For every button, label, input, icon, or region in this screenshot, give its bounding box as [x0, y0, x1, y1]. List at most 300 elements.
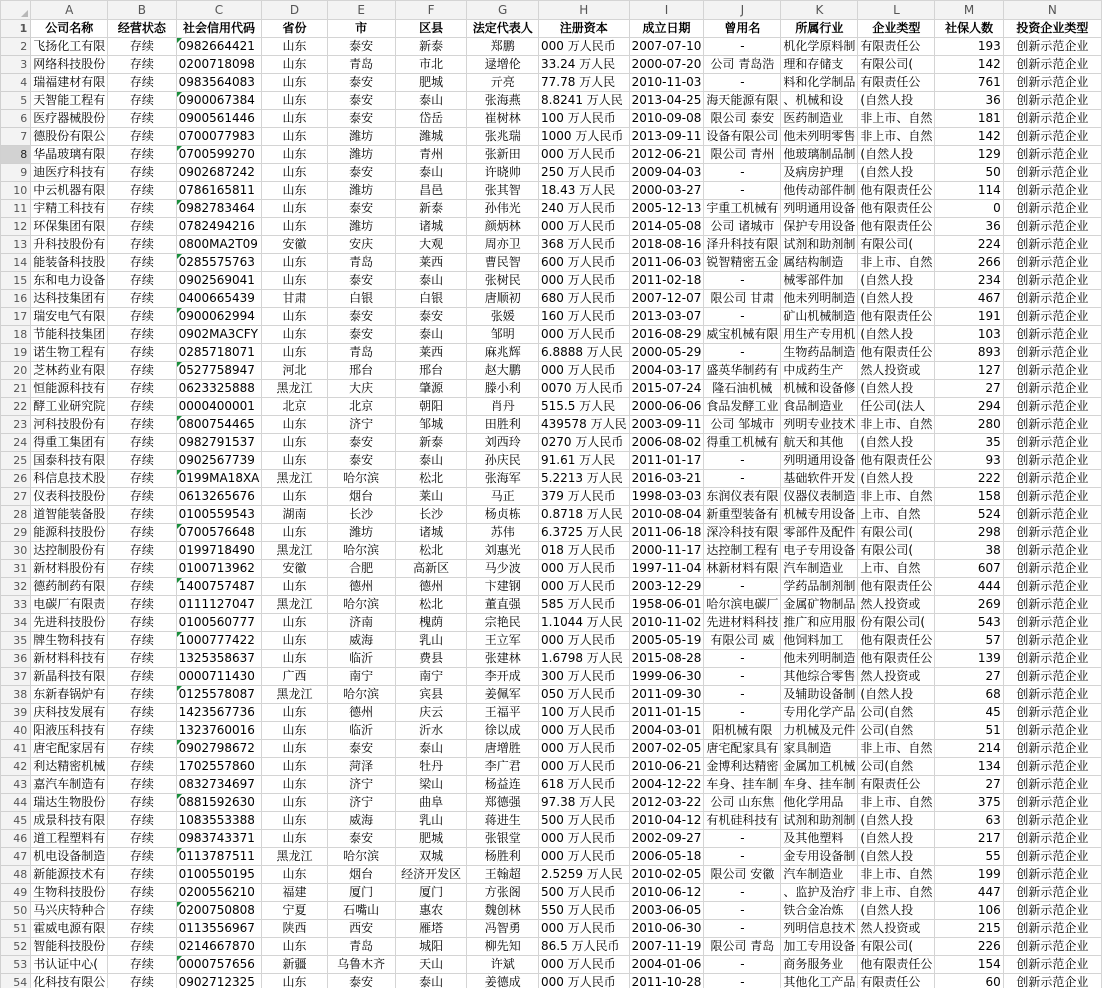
cell-c[interactable]: 0113556967 — [176, 920, 262, 938]
cell-l[interactable]: (自然人投 — [858, 848, 935, 866]
cell-d[interactable]: 山东 — [262, 794, 327, 812]
cell-f[interactable]: 市北 — [395, 56, 467, 74]
cell-l[interactable]: (自然人投 — [858, 434, 935, 452]
cell-d[interactable]: 宁夏 — [262, 902, 327, 920]
cell-l[interactable]: 非上市、自然 — [858, 128, 935, 146]
header-cell[interactable]: 企业类型 — [858, 20, 935, 38]
row-header[interactable]: 47 — [1, 848, 31, 866]
cell-a[interactable]: 瑞达生物股份 — [31, 794, 108, 812]
cell-f[interactable]: 曲阜 — [395, 794, 467, 812]
cell-g[interactable]: 张银堂 — [467, 830, 539, 848]
cell-n[interactable]: 创新示范企业 — [1003, 884, 1101, 902]
cell-l[interactable]: 份有限公司( — [858, 614, 935, 632]
cell-n[interactable]: 创新示范企业 — [1003, 902, 1101, 920]
row-header[interactable]: 36 — [1, 650, 31, 668]
cell-j[interactable]: - — [704, 578, 781, 596]
cell-i[interactable]: 2013-04-25 — [629, 92, 704, 110]
cell-d[interactable]: 新疆 — [262, 956, 327, 974]
cell-j[interactable]: 得重工机械有 — [704, 434, 781, 452]
row-header[interactable]: 49 — [1, 884, 31, 902]
cell-a[interactable]: 仪表科技股份 — [31, 488, 108, 506]
cell-e[interactable]: 菏泽 — [327, 758, 395, 776]
cell-b[interactable]: 存续 — [108, 128, 176, 146]
cell-e[interactable]: 哈尔滨 — [327, 470, 395, 488]
cell-h[interactable]: 160 万人民币 — [539, 308, 630, 326]
row-header[interactable]: 52 — [1, 938, 31, 956]
cell-g[interactable]: 杨益连 — [467, 776, 539, 794]
cell-j[interactable]: 东润仪表有限 — [704, 488, 781, 506]
cell-g[interactable]: 张海燕 — [467, 92, 539, 110]
row-header[interactable]: 6 — [1, 110, 31, 128]
cell-b[interactable]: 存续 — [108, 272, 176, 290]
cell-h[interactable]: 000 万人民币 — [539, 758, 630, 776]
cell-i[interactable]: 2007-11-19 — [629, 938, 704, 956]
cell-g[interactable]: 亓亮 — [467, 74, 539, 92]
cell-k[interactable]: 、监护及治疗 — [781, 884, 858, 902]
cell-m[interactable]: 63 — [935, 812, 1003, 830]
cell-d[interactable]: 山东 — [262, 56, 327, 74]
cell-d[interactable]: 山东 — [262, 308, 327, 326]
cell-i[interactable]: 2004-03-01 — [629, 722, 704, 740]
column-header-m[interactable]: M — [935, 1, 1003, 20]
cell-h[interactable]: 585 万人民币 — [539, 596, 630, 614]
cell-l[interactable]: (自然人投 — [858, 380, 935, 398]
cell-a[interactable]: 达控制股份有 — [31, 542, 108, 560]
cell-f[interactable]: 天山 — [395, 956, 467, 974]
cell-m[interactable]: 444 — [935, 578, 1003, 596]
cell-f[interactable]: 乳山 — [395, 632, 467, 650]
cell-c[interactable]: 0983564083 — [176, 74, 262, 92]
cell-m[interactable]: 45 — [935, 704, 1003, 722]
cell-b[interactable]: 存续 — [108, 524, 176, 542]
cell-m[interactable]: 114 — [935, 182, 1003, 200]
cell-k[interactable]: 他化学用品 — [781, 794, 858, 812]
cell-b[interactable]: 存续 — [108, 776, 176, 794]
cell-m[interactable]: 269 — [935, 596, 1003, 614]
cell-j[interactable]: 有限公司 威 — [704, 632, 781, 650]
cell-e[interactable]: 大庆 — [327, 380, 395, 398]
cell-e[interactable]: 潍坊 — [327, 524, 395, 542]
cell-d[interactable]: 河北 — [262, 362, 327, 380]
cell-b[interactable]: 存续 — [108, 848, 176, 866]
cell-l[interactable]: 非上市、自然 — [858, 488, 935, 506]
cell-n[interactable]: 创新示范企业 — [1003, 74, 1101, 92]
cell-l[interactable]: 他有限责任公 — [858, 956, 935, 974]
cell-g[interactable]: 郑德强 — [467, 794, 539, 812]
cell-m[interactable]: 27 — [935, 668, 1003, 686]
cell-i[interactable]: 2011-06-03 — [629, 254, 704, 272]
cell-f[interactable]: 潍城 — [395, 128, 467, 146]
cell-a[interactable]: 医疗器械股份 — [31, 110, 108, 128]
cell-b[interactable]: 存续 — [108, 56, 176, 74]
cell-e[interactable]: 泰安 — [327, 92, 395, 110]
cell-h[interactable]: 680 万人民币 — [539, 290, 630, 308]
cell-n[interactable]: 创新示范企业 — [1003, 848, 1101, 866]
cell-l[interactable]: (自然人投 — [858, 92, 935, 110]
cell-g[interactable]: 马少波 — [467, 560, 539, 578]
cell-e[interactable]: 济宁 — [327, 416, 395, 434]
row-header[interactable]: 48 — [1, 866, 31, 884]
cell-c[interactable]: 0199MA18XA — [176, 470, 262, 488]
cell-g[interactable]: 刘惠光 — [467, 542, 539, 560]
cell-m[interactable]: 893 — [935, 344, 1003, 362]
cell-h[interactable]: 000 万人民币 — [539, 722, 630, 740]
cell-c[interactable]: 0902712325 — [176, 974, 262, 988]
cell-c[interactable]: 1000777422 — [176, 632, 262, 650]
cell-c[interactable]: 0902569041 — [176, 272, 262, 290]
cell-c[interactable]: 0000711430 — [176, 668, 262, 686]
cell-f[interactable]: 新泰 — [395, 200, 467, 218]
cell-a[interactable]: 庆科技发展有 — [31, 704, 108, 722]
cell-c[interactable]: 0623325888 — [176, 380, 262, 398]
cell-c[interactable]: 1423567736 — [176, 704, 262, 722]
cell-k[interactable]: 属结构制造 — [781, 254, 858, 272]
cell-d[interactable]: 山东 — [262, 650, 327, 668]
cell-i[interactable]: 2016-03-21 — [629, 470, 704, 488]
cell-m[interactable]: 158 — [935, 488, 1003, 506]
cell-f[interactable]: 肇源 — [395, 380, 467, 398]
cell-a[interactable]: 恒能源科技有 — [31, 380, 108, 398]
cell-l[interactable]: 公司(自然 — [858, 722, 935, 740]
cell-l[interactable]: (自然人投 — [858, 290, 935, 308]
cell-m[interactable]: 447 — [935, 884, 1003, 902]
cell-g[interactable]: 崔树林 — [467, 110, 539, 128]
cell-i[interactable]: 1958-06-01 — [629, 596, 704, 614]
cell-c[interactable]: 0982791537 — [176, 434, 262, 452]
cell-c[interactable]: 0200750808 — [176, 902, 262, 920]
cell-e[interactable]: 泰安 — [327, 200, 395, 218]
cell-b[interactable]: 存续 — [108, 812, 176, 830]
cell-h[interactable]: 0.8718 万人民 — [539, 506, 630, 524]
cell-e[interactable]: 青岛 — [327, 56, 395, 74]
row-header[interactable]: 39 — [1, 704, 31, 722]
cell-g[interactable]: 姜佩军 — [467, 686, 539, 704]
cell-e[interactable]: 泰安 — [327, 830, 395, 848]
cell-i[interactable]: 2000-07-20 — [629, 56, 704, 74]
cell-l[interactable]: 然人投资或 — [858, 362, 935, 380]
cell-d[interactable]: 山东 — [262, 704, 327, 722]
cell-h[interactable]: 000 万人民币 — [539, 956, 630, 974]
cell-j[interactable]: 设备有限公司 — [704, 128, 781, 146]
cell-b[interactable]: 存续 — [108, 434, 176, 452]
cell-a[interactable]: 酵工业研究院 — [31, 398, 108, 416]
cell-m[interactable]: 467 — [935, 290, 1003, 308]
cell-n[interactable]: 创新示范企业 — [1003, 380, 1101, 398]
cell-n[interactable]: 创新示范企业 — [1003, 722, 1101, 740]
cell-b[interactable]: 存续 — [108, 506, 176, 524]
cell-k[interactable]: 车身、挂车制 — [781, 776, 858, 794]
cell-c[interactable]: 1400757487 — [176, 578, 262, 596]
column-header-e[interactable]: E — [327, 1, 395, 20]
cell-n[interactable]: 创新示范企业 — [1003, 164, 1101, 182]
cell-e[interactable]: 泰安 — [327, 452, 395, 470]
cell-d[interactable]: 山东 — [262, 758, 327, 776]
cell-k[interactable]: 列明专业技术 — [781, 416, 858, 434]
cell-n[interactable]: 创新示范企业 — [1003, 398, 1101, 416]
cell-d[interactable]: 山东 — [262, 776, 327, 794]
cell-m[interactable]: 93 — [935, 452, 1003, 470]
cell-m[interactable]: 35 — [935, 434, 1003, 452]
cell-n[interactable]: 创新示范企业 — [1003, 812, 1101, 830]
cell-c[interactable]: 0700077983 — [176, 128, 262, 146]
cell-d[interactable]: 安徽 — [262, 236, 327, 254]
cell-e[interactable]: 泰安 — [327, 74, 395, 92]
row-header[interactable]: 12 — [1, 218, 31, 236]
cell-f[interactable]: 泰山 — [395, 452, 467, 470]
cell-h[interactable]: 500 万人民币 — [539, 884, 630, 902]
cell-g[interactable]: 王立军 — [467, 632, 539, 650]
cell-b[interactable]: 存续 — [108, 938, 176, 956]
cell-n[interactable]: 创新示范企业 — [1003, 578, 1101, 596]
cell-k[interactable]: 铁合金冶炼 — [781, 902, 858, 920]
cell-k[interactable]: 推广和应用服 — [781, 614, 858, 632]
cell-n[interactable]: 创新示范企业 — [1003, 236, 1101, 254]
cell-d[interactable]: 山东 — [262, 254, 327, 272]
cell-m[interactable]: 60 — [935, 974, 1003, 988]
cell-l[interactable]: 有限公司( — [858, 524, 935, 542]
cell-l[interactable]: (自然人投 — [858, 164, 935, 182]
cell-b[interactable]: 存续 — [108, 290, 176, 308]
row-header[interactable]: 10 — [1, 182, 31, 200]
cell-f[interactable]: 庆云 — [395, 704, 467, 722]
cell-e[interactable]: 临沂 — [327, 722, 395, 740]
cell-j[interactable]: - — [704, 848, 781, 866]
row-header[interactable]: 26 — [1, 470, 31, 488]
cell-f[interactable]: 肥城 — [395, 74, 467, 92]
cell-i[interactable]: 2000-03-27 — [629, 182, 704, 200]
cell-j[interactable]: 泽升科技有限 — [704, 236, 781, 254]
cell-k[interactable]: 中成药生产 — [781, 362, 858, 380]
cell-m[interactable]: 36 — [935, 218, 1003, 236]
cell-m[interactable]: 191 — [935, 308, 1003, 326]
cell-j[interactable]: - — [704, 452, 781, 470]
cell-i[interactable]: 2006-05-18 — [629, 848, 704, 866]
row-header[interactable]: 13 — [1, 236, 31, 254]
cell-c[interactable]: 0902687242 — [176, 164, 262, 182]
cell-i[interactable]: 2010-06-30 — [629, 920, 704, 938]
cell-i[interactable]: 2016-08-29 — [629, 326, 704, 344]
cell-k[interactable]: 用生产专用机 — [781, 326, 858, 344]
header-cell[interactable]: 注册资本 — [539, 20, 630, 38]
cell-a[interactable]: 机电设备制造 — [31, 848, 108, 866]
cell-e[interactable]: 哈尔滨 — [327, 848, 395, 866]
cell-b[interactable]: 存续 — [108, 650, 176, 668]
cell-j[interactable]: - — [704, 272, 781, 290]
cell-j[interactable]: - — [704, 884, 781, 902]
cell-d[interactable]: 山东 — [262, 866, 327, 884]
row-header[interactable]: 25 — [1, 452, 31, 470]
cell-h[interactable]: 000 万人民币 — [539, 848, 630, 866]
cell-g[interactable]: 杨贞栋 — [467, 506, 539, 524]
cell-n[interactable]: 创新示范企业 — [1003, 974, 1101, 988]
cell-k[interactable]: 机械专用设备 — [781, 506, 858, 524]
cell-i[interactable]: 2010-06-21 — [629, 758, 704, 776]
cell-i[interactable]: 2009-04-03 — [629, 164, 704, 182]
column-header-k[interactable]: K — [781, 1, 858, 20]
cell-k[interactable]: 金属矿物制品 — [781, 596, 858, 614]
cell-k[interactable]: 学药品制剂制 — [781, 578, 858, 596]
cell-d[interactable]: 山东 — [262, 830, 327, 848]
cell-d[interactable]: 黑龙江 — [262, 380, 327, 398]
cell-d[interactable]: 山东 — [262, 326, 327, 344]
cell-n[interactable]: 创新示范企业 — [1003, 416, 1101, 434]
cell-f[interactable]: 朝阳 — [395, 398, 467, 416]
cell-n[interactable]: 创新示范企业 — [1003, 92, 1101, 110]
cell-k[interactable]: 仪器仪表制造 — [781, 488, 858, 506]
cell-f[interactable]: 岱岳 — [395, 110, 467, 128]
cell-b[interactable]: 存续 — [108, 74, 176, 92]
cell-g[interactable]: 王翰超 — [467, 866, 539, 884]
cell-b[interactable]: 存续 — [108, 488, 176, 506]
cell-i[interactable]: 2010-11-02 — [629, 614, 704, 632]
cell-h[interactable]: 018 万人民币 — [539, 542, 630, 560]
cell-m[interactable]: 129 — [935, 146, 1003, 164]
cell-j[interactable]: 海天能源有限 — [704, 92, 781, 110]
cell-l[interactable]: 他有限责任公 — [858, 650, 935, 668]
cell-e[interactable]: 青岛 — [327, 344, 395, 362]
cell-n[interactable]: 创新示范企业 — [1003, 938, 1101, 956]
cell-b[interactable]: 存续 — [108, 722, 176, 740]
cell-e[interactable]: 潍坊 — [327, 146, 395, 164]
cell-m[interactable]: 103 — [935, 326, 1003, 344]
cell-h[interactable]: 500 万人民币 — [539, 812, 630, 830]
cell-m[interactable]: 761 — [935, 74, 1003, 92]
cell-f[interactable]: 莱山 — [395, 488, 467, 506]
cell-m[interactable]: 36 — [935, 92, 1003, 110]
row-header[interactable]: 32 — [1, 578, 31, 596]
cell-f[interactable]: 大观 — [395, 236, 467, 254]
cell-h[interactable]: 77.78 万人民 — [539, 74, 630, 92]
cell-n[interactable]: 创新示范企业 — [1003, 470, 1101, 488]
cell-d[interactable]: 山东 — [262, 524, 327, 542]
cell-h[interactable]: 1.6798 万人民 — [539, 650, 630, 668]
cell-h[interactable]: 368 万人民币 — [539, 236, 630, 254]
cell-e[interactable]: 白银 — [327, 290, 395, 308]
cell-i[interactable]: 2003-09-11 — [629, 416, 704, 434]
cell-m[interactable]: 214 — [935, 740, 1003, 758]
row-header[interactable]: 15 — [1, 272, 31, 290]
cell-i[interactable]: 2015-08-28 — [629, 650, 704, 668]
header-cell[interactable]: 所属行业 — [781, 20, 858, 38]
cell-b[interactable]: 存续 — [108, 794, 176, 812]
cell-a[interactable]: 得重工集团有 — [31, 434, 108, 452]
column-header-g[interactable]: G — [467, 1, 539, 20]
cell-a[interactable]: 华晶玻璃有限 — [31, 146, 108, 164]
cell-a[interactable]: 天智能工程有 — [31, 92, 108, 110]
cell-l[interactable]: 非上市、自然 — [858, 794, 935, 812]
cell-d[interactable]: 山东 — [262, 722, 327, 740]
cell-g[interactable]: 滕小利 — [467, 380, 539, 398]
cell-a[interactable]: 新晶科技有限 — [31, 668, 108, 686]
cell-e[interactable]: 哈尔滨 — [327, 596, 395, 614]
cell-c[interactable]: 0613265676 — [176, 488, 262, 506]
cell-h[interactable]: 240 万人民币 — [539, 200, 630, 218]
cell-h[interactable]: 000 万人民币 — [539, 146, 630, 164]
cell-l[interactable]: (自然人投 — [858, 470, 935, 488]
cell-f[interactable]: 昌邑 — [395, 182, 467, 200]
cell-a[interactable]: 霍威电源有限 — [31, 920, 108, 938]
cell-n[interactable]: 创新示范企业 — [1003, 758, 1101, 776]
cell-m[interactable]: 68 — [935, 686, 1003, 704]
cell-f[interactable]: 泰山 — [395, 326, 467, 344]
cell-n[interactable]: 创新示范企业 — [1003, 254, 1101, 272]
cell-j[interactable]: - — [704, 470, 781, 488]
cell-k[interactable]: 商务服务业 — [781, 956, 858, 974]
header-cell[interactable]: 法定代表人 — [467, 20, 539, 38]
cell-b[interactable]: 存续 — [108, 470, 176, 488]
cell-k[interactable]: 家具制造 — [781, 740, 858, 758]
cell-g[interactable]: 曹民智 — [467, 254, 539, 272]
cell-f[interactable]: 牡丹 — [395, 758, 467, 776]
cell-n[interactable]: 创新示范企业 — [1003, 326, 1101, 344]
cell-c[interactable]: 0700576648 — [176, 524, 262, 542]
cell-a[interactable]: 道智能装备股 — [31, 506, 108, 524]
cell-i[interactable]: 2000-05-29 — [629, 344, 704, 362]
cell-i[interactable]: 1998-03-03 — [629, 488, 704, 506]
cell-d[interactable]: 湖南 — [262, 506, 327, 524]
row-header[interactable]: 5 — [1, 92, 31, 110]
cell-k[interactable]: 医药制造业 — [781, 110, 858, 128]
row-header[interactable]: 41 — [1, 740, 31, 758]
cell-g[interactable]: 冯智勇 — [467, 920, 539, 938]
cell-k[interactable]: 他传动部件制 — [781, 182, 858, 200]
cell-l[interactable]: (自然人投 — [858, 902, 935, 920]
cell-d[interactable]: 山东 — [262, 614, 327, 632]
cell-i[interactable]: 2000-11-17 — [629, 542, 704, 560]
cell-k[interactable]: 及其他塑料 — [781, 830, 858, 848]
cell-j[interactable]: 深冷科技有限 — [704, 524, 781, 542]
cell-c[interactable]: 0100550195 — [176, 866, 262, 884]
cell-e[interactable]: 南宁 — [327, 668, 395, 686]
cell-i[interactable]: 2015-07-24 — [629, 380, 704, 398]
cell-j[interactable]: 车身、挂车制 — [704, 776, 781, 794]
cell-l[interactable]: 他有限责任公 — [858, 218, 935, 236]
row-header[interactable]: 21 — [1, 380, 31, 398]
cell-c[interactable]: 0400665439 — [176, 290, 262, 308]
cell-e[interactable]: 泰安 — [327, 272, 395, 290]
cell-f[interactable]: 泰山 — [395, 974, 467, 988]
cell-h[interactable]: 2.5259 万人民 — [539, 866, 630, 884]
cell-a[interactable]: 东新春锅炉有 — [31, 686, 108, 704]
cell-j[interactable]: - — [704, 38, 781, 56]
cell-b[interactable]: 存续 — [108, 236, 176, 254]
cell-j[interactable]: 隆石油机械 — [704, 380, 781, 398]
cell-m[interactable]: 139 — [935, 650, 1003, 668]
header-cell[interactable]: 投资企业类型 — [1003, 20, 1101, 38]
cell-g[interactable]: 邹明 — [467, 326, 539, 344]
cell-d[interactable]: 山东 — [262, 812, 327, 830]
cell-e[interactable]: 威海 — [327, 812, 395, 830]
cell-e[interactable]: 安庆 — [327, 236, 395, 254]
cell-h[interactable]: 8.8241 万人民 — [539, 92, 630, 110]
row-header[interactable]: 38 — [1, 686, 31, 704]
row-header[interactable]: 30 — [1, 542, 31, 560]
cell-d[interactable]: 黑龙江 — [262, 596, 327, 614]
cell-h[interactable]: 439578 万人民 — [539, 416, 630, 434]
cell-i[interactable]: 2010-11-03 — [629, 74, 704, 92]
cell-j[interactable]: 盛英华制药有 — [704, 362, 781, 380]
cell-l[interactable]: 非上市、自然 — [858, 866, 935, 884]
cell-l[interactable]: 非上市、自然 — [858, 416, 935, 434]
cell-f[interactable]: 南宁 — [395, 668, 467, 686]
row-header[interactable]: 16 — [1, 290, 31, 308]
cell-j[interactable]: - — [704, 974, 781, 988]
cell-d[interactable]: 黑龙江 — [262, 848, 327, 866]
cell-h[interactable]: 250 万人民币 — [539, 164, 630, 182]
row-header[interactable]: 34 — [1, 614, 31, 632]
cell-e[interactable]: 泰安 — [327, 740, 395, 758]
cell-e[interactable]: 威海 — [327, 632, 395, 650]
